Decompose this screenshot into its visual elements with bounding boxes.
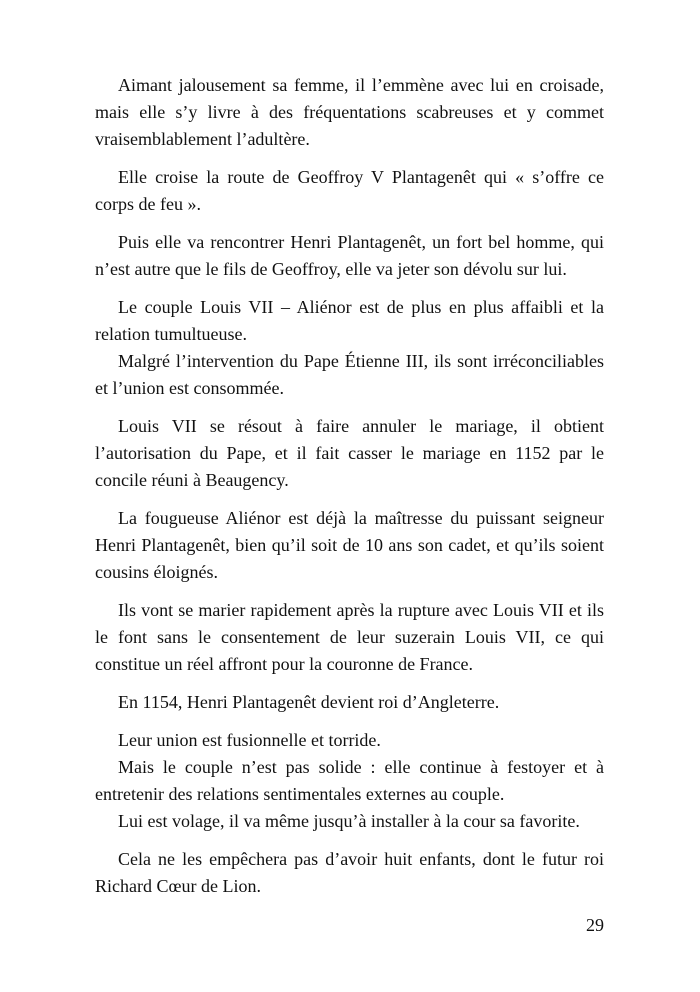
text-line: et l’union est consommée.	[95, 378, 284, 398]
paragraph	[95, 72, 604, 153]
text-line: concile réuni à Beaugency.	[95, 470, 289, 490]
text-line: corps de feu ».	[95, 194, 201, 214]
text-line: Malgré l’intervention du Pape Étienne III, ils sont irréconciliables	[118, 351, 604, 371]
text-line: En 1154, Henri Plantagenêt devient roi d’Angleterre.	[118, 692, 500, 712]
text-line: l’autorisation du Pape, et il fait casser le mariage en 1152 par le	[95, 443, 604, 463]
text-line: relation tumultueuse.	[95, 324, 247, 344]
text-line: Lui est volage, il va même jusqu’à installer à la cour sa favorite.	[118, 811, 580, 831]
paragraph	[95, 505, 604, 586]
text-line: Ils vont se marier rapidement après la rupture avec Louis VII et ils	[118, 600, 604, 620]
text-line: Mais le couple n’est pas solide : elle continue à festoyer et à	[118, 757, 604, 777]
paragraph	[95, 229, 604, 283]
paragraph	[95, 413, 604, 494]
paragraph	[95, 597, 604, 678]
text-line: La fougueuse Aliénor est déjà la maîtresse du puissant seigneur	[118, 508, 604, 528]
text-line: Richard Cœur de Lion.	[95, 876, 261, 896]
text-line: mais elle s’y livre à des fréquentations scabreuses et y commet	[95, 102, 604, 122]
text-line: Henri Plantagenêt, bien qu’il soit de 10 ans son cadet, et qu’ils soient	[95, 535, 604, 555]
text-line: Louis VII se résout à faire annuler le mariage, il obtient	[118, 416, 604, 436]
text-line: Aimant jalousement sa femme, il l’emmène avec lui en croisade,	[118, 75, 604, 95]
paragraph	[95, 164, 604, 218]
paragraph	[95, 846, 604, 900]
paragraph	[95, 689, 604, 716]
text-line: entretenir des relations sentimentales externes au couple.	[95, 784, 505, 804]
text-line: Le couple Louis VII – Aliénor est de plus en plus affaibli et la	[118, 297, 604, 317]
body-text	[95, 72, 604, 911]
page-number: 29	[586, 915, 604, 935]
text-line: constitue un réel affront pour la couronne de France.	[95, 654, 474, 674]
paragraph	[95, 727, 604, 835]
text-line: cousins éloignés.	[95, 562, 218, 582]
text-line: Elle croise la route de Geoffroy V Plantagenêt qui « s’offre ce	[118, 167, 604, 187]
text-line: vraisemblablement l’adultère.	[95, 129, 310, 149]
text-line: Puis elle va rencontrer Henri Plantagenêt, un fort bel homme, qui	[118, 232, 604, 252]
text-line: Leur union est fusionnelle et torride.	[118, 730, 381, 750]
paragraph	[95, 294, 604, 402]
text-line: n’est autre que le fils de Geoffroy, elle va jeter son dévolu sur lui.	[95, 259, 567, 279]
text-line: Cela ne les empêchera pas d’avoir huit enfants, dont le futur roi	[118, 849, 604, 869]
text-line: le font sans le consentement de leur suzerain Louis VII, ce qui	[95, 627, 604, 647]
